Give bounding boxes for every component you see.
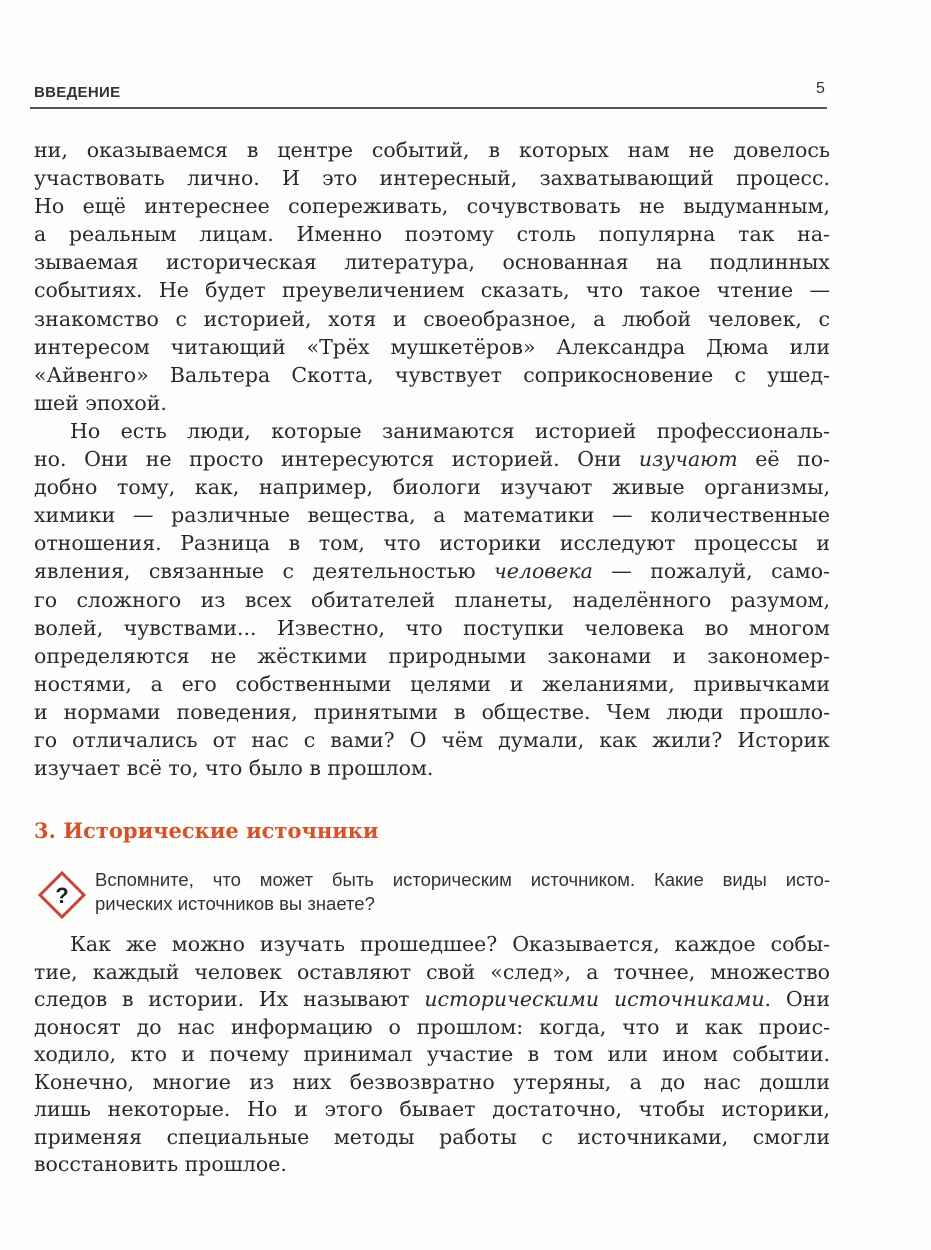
body-text-sources (34, 931, 830, 1179)
text-segment: отношения. Разница в том, что историки исследуют процессы и (34, 531, 830, 556)
text-segment: го сложного из всех обитателей планеты, наделённого разумом, (34, 587, 830, 612)
text-line (34, 959, 830, 987)
text-segment: её по- (737, 447, 830, 472)
text-line (95, 868, 830, 892)
text-line (34, 698, 830, 726)
section-heading: 3. Исторические источники (34, 818, 379, 843)
text-line (34, 164, 830, 192)
text-segment: рических источников вы знаете? (95, 893, 375, 914)
text-line (34, 529, 830, 557)
text-segment: а реальным лицам. Именно поэтому столь популярна так на- (34, 222, 830, 247)
page-number: 5 (816, 80, 825, 97)
text-line (34, 305, 830, 333)
text-segment: применяя специальные методы работы с источниками, смогли (34, 1124, 830, 1149)
text-segment: химики — различные вещества, а математики — количественные (34, 503, 830, 528)
text-line (34, 389, 830, 417)
text-line (34, 557, 830, 585)
text-segment: ностями, а его собственными целями и желаниями, привычками (34, 671, 830, 696)
emphasized-term: человека (494, 559, 593, 584)
text-segment: следов в истории. Их называют (34, 987, 425, 1011)
text-line (34, 248, 830, 276)
text-line (34, 642, 830, 670)
text-segment: Но ещё интереснее сопереживать, сочувствовать не выдуманным, (34, 194, 830, 219)
text-line (34, 136, 830, 164)
emphasized-term: историческими источниками (424, 987, 765, 1011)
text-line (34, 1041, 830, 1069)
text-segment: и нормами поведения, принятыми в обществе. Чем люди прошло- (34, 699, 830, 724)
header-divider (30, 107, 827, 109)
text-line (34, 670, 830, 698)
text-line (34, 192, 830, 220)
text-segment: зываемая историческая литература, основанная на подлинных (34, 250, 830, 275)
text-line (34, 614, 830, 642)
text-segment: определяются не жёсткими природными законами и закономер- (34, 643, 830, 668)
text-segment: добно тому, как, например, биологи изучают живые организмы, (34, 475, 830, 500)
text-segment: участвовать лично. И это интересный, захватывающий процесс. (34, 166, 830, 191)
text-line (34, 473, 830, 501)
text-line (34, 586, 830, 614)
body-text-intro (34, 136, 830, 782)
text-segment: интересом читающий «Трёх мушкетёров» Александра Дюма или (34, 334, 830, 359)
text-segment: волей, чувствами... Известно, что поступки человека во многом (34, 615, 830, 640)
text-line (34, 501, 830, 529)
text-segment: явления, связанные с деятельностью (34, 559, 495, 584)
text-segment: знакомство с историей, хотя и своеобразное, а любой человек, с (34, 306, 830, 331)
svg-text:?: ? (55, 883, 69, 908)
text-line (34, 361, 830, 389)
text-line (34, 1151, 830, 1179)
text-segment: Как же можно изучать прошедшее? Оказывается, каждое собы- (70, 932, 830, 956)
text-segment: ни, оказываемся в центре событий, в которых нам не довелось (34, 138, 830, 162)
text-segment: Но есть люди, которые занимаются историей профессиональ- (70, 418, 830, 443)
text-line (34, 1069, 830, 1097)
text-line (34, 445, 830, 473)
text-segment: . Они (764, 987, 830, 1011)
text-line (34, 220, 830, 248)
text-segment: лишь некоторые. Но и этого бывает достаточно, чтобы историки, (34, 1097, 830, 1121)
text-line (34, 931, 830, 959)
text-line (34, 333, 830, 361)
text-line (95, 892, 830, 916)
text-segment: ходило, кто и почему принимал участие в том или ином событии. (34, 1042, 830, 1066)
text-line (34, 726, 830, 754)
text-segment: но. Они не просто интересуются историей. Они (34, 447, 639, 472)
text-segment: восстановить прошлое. (34, 1152, 287, 1176)
text-line (34, 1096, 830, 1124)
text-segment: событиях. Не будет преувеличением сказать, что такое чтение — (34, 278, 830, 303)
text-segment: «Айвенго» Вальтера Скотта, чувствует соприкосновение с ушед- (34, 362, 830, 387)
text-segment: — пожалуй, само- (592, 559, 830, 584)
text-line (34, 417, 830, 445)
text-line (34, 276, 830, 304)
text-segment: Вспомните, что может быть историческим источником. Какие виды исто- (95, 869, 830, 890)
text-segment: доносят до нас информацию о прошлом: когда, что и как проис- (34, 1014, 830, 1039)
emphasized-term: изучают (638, 447, 738, 472)
question-diamond-icon (37, 870, 87, 920)
question-prompt (95, 868, 830, 916)
text-segment: изучает всё то, что было в прошлом. (34, 756, 434, 781)
text-segment: тие, каждый человек оставляют свой «след», а точнее, множество (34, 959, 830, 984)
text-segment: Конечно, многие из них безвозвратно утеряны, а до нас дошли (34, 1069, 830, 1094)
text-line (34, 1014, 830, 1042)
text-line (34, 986, 830, 1014)
text-line (34, 1124, 830, 1152)
text-segment: го отличались от нас с вами? О чём думали, как жили? Историк (34, 727, 830, 752)
running-header: ВВЕДЕНИЕ (34, 84, 121, 101)
text-segment: шей эпохой. (34, 390, 167, 415)
text-line (34, 754, 830, 782)
